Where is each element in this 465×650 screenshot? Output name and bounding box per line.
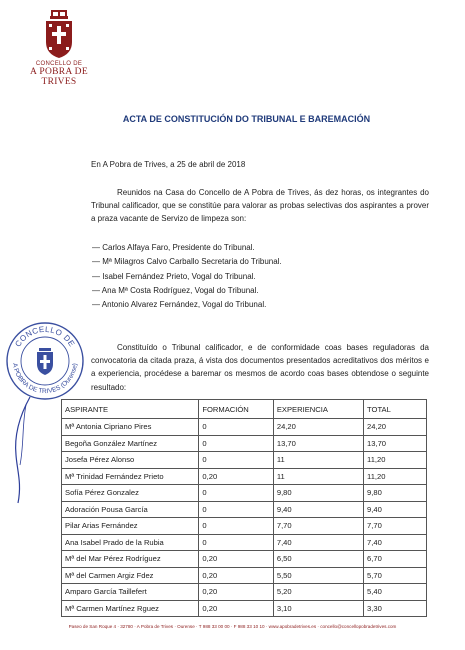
cell-applicant: Mª del Carmen Argiz Fdez [62, 567, 199, 584]
result-paragraph: Constituído o Tribunal calificador, e de conformidade coas bases reguladoras da convocatoria da citada praza, á vista dos documentos presentados acreditativos dos méritos e a experiencia, procédese a baremar os mesmos de acordo coas bases obtendose o seguinte resultado: [91, 343, 429, 392]
cell-training: 0 [199, 419, 273, 436]
cell-applicant: Adoración Pousa García [62, 501, 199, 518]
cell-experience: 6,50 [273, 551, 363, 568]
cell-training: 0,20 [199, 468, 273, 485]
intro-paragraph: Reunidos na Casa do Concello de A Pobra de Trives, ás dez horas, os integrantes do Tribunal calificador, que se constitúe para valorar as probas selectivas dos aspirantes a prover a praza vacante de Servizo de limpeza son: [91, 188, 429, 224]
table-row [62, 600, 427, 617]
table-row [62, 518, 427, 535]
column-header: ASPIRANTE [62, 400, 199, 419]
cell-applicant: Ana Isabel Prado de la Rubia [62, 534, 199, 551]
table-row [62, 501, 427, 518]
cell-experience: 13,70 [273, 435, 363, 452]
table-row [62, 534, 427, 551]
cell-experience: 11 [273, 452, 363, 469]
results-table [61, 399, 427, 617]
document-title: ACTA DE CONSTITUCIÓN DO TRIBUNAL E BAREMACIÓN [122, 114, 371, 124]
cell-applicant: Sofía Pérez Gonzalez [62, 485, 199, 502]
table-row [62, 567, 427, 584]
cell-experience: 5,20 [273, 584, 363, 601]
cell-experience: 11 [273, 468, 363, 485]
cell-total: 24,20 [364, 419, 427, 436]
table-row [62, 485, 427, 502]
cell-total: 13,70 [364, 435, 427, 452]
cell-experience: 24,20 [273, 419, 363, 436]
table-row [62, 452, 427, 469]
table-header-row [62, 400, 427, 419]
signature-mark [8, 395, 38, 505]
table-row [62, 584, 427, 601]
cell-total: 6,70 [364, 551, 427, 568]
cell-training: 0,20 [199, 567, 273, 584]
cell-training: 0 [199, 485, 273, 502]
cell-experience: 7,70 [273, 518, 363, 535]
cell-applicant: Pilar Arias Fernández [62, 518, 199, 535]
table-row [62, 435, 427, 452]
cell-total: 5,40 [364, 584, 427, 601]
cell-training: 0 [199, 534, 273, 551]
cell-experience: 7,40 [273, 534, 363, 551]
official-stamp [4, 320, 86, 402]
stamp-text-top: CONCELLO DE [13, 324, 77, 349]
table-row [62, 419, 427, 436]
cell-applicant: Mª Trinidad Fernández Prieto [62, 468, 199, 485]
tribunal-member-list [92, 241, 282, 312]
cell-total: 3,30 [364, 600, 427, 617]
tribunal-member: — Carlos Alfaya Faro, Presidente do Tribunal. [92, 243, 255, 252]
tribunal-member: — Ana Mª Costa Rodríguez, Vogal do Tribunal. [92, 285, 259, 295]
table-row [62, 551, 427, 568]
cell-training: 0 [199, 435, 273, 452]
tribunal-member: — Mª Milagros Calvo Carballo Secretaria do Tribunal. [92, 257, 282, 267]
cell-training: 0,20 [199, 600, 273, 617]
column-header: TOTAL [364, 400, 427, 419]
cell-applicant: Begoña González Martínez [62, 435, 199, 452]
cell-applicant: Josefa Pérez Alonso [62, 452, 199, 469]
cell-experience: 9,80 [273, 485, 363, 502]
cell-total: 9,40 [364, 501, 427, 518]
cell-total: 11,20 [364, 468, 427, 485]
cell-experience: 9,40 [273, 501, 363, 518]
cell-applicant: Mª Antonia Cipriano Pires [62, 419, 199, 436]
cell-total: 7,40 [364, 534, 427, 551]
town-name: A POBRA DE TRIVES [30, 67, 88, 87]
tribunal-member: — Isabel Fernández Prieto, Vogal do Tribunal. [92, 271, 256, 281]
cell-total: 5,70 [364, 567, 427, 584]
coat-of-arms-icon [42, 8, 76, 60]
table-row [62, 468, 427, 485]
concello-logo [17, 8, 101, 87]
date-line: En A Pobra de Trives, a 25 de abril de 2018 [91, 160, 246, 169]
cell-applicant: Mª Carmen Martínez Rguez [62, 600, 199, 617]
stamp-shield-icon [37, 348, 53, 375]
column-header: EXPERIENCIA [273, 400, 363, 419]
cell-total: 9,80 [364, 485, 427, 502]
cell-training: 0,20 [199, 584, 273, 601]
cell-total: 7,70 [364, 518, 427, 535]
cell-training: 0 [199, 501, 273, 518]
cell-training: 0,20 [199, 551, 273, 568]
stamp-text-bottom: A POBRA DE TRIVES (Ourense) [11, 362, 79, 396]
cell-experience: 3,10 [273, 600, 363, 617]
cell-applicant: Amparo García Taillefert [62, 584, 199, 601]
column-header: FORMACIÓN [199, 400, 273, 419]
cell-total: 11,20 [364, 452, 427, 469]
cell-experience: 5,50 [273, 567, 363, 584]
tribunal-member: — Antonio Alvarez Fernández, Vogal do Tribunal. [92, 300, 267, 310]
cell-training: 0 [199, 518, 273, 535]
concello-label: CONCELLO DE [35, 61, 83, 67]
cell-applicant: Mª del Mar Pérez Rodríguez [62, 551, 199, 568]
page-footer: Paseo de San Roque 4 · 32780 · A Pobra de Trives · Ourense · T 988 33 00 00 · F 988 33 10 10 · www.apobradetrives.es · concello@concellopobradetrives.com [68, 624, 397, 629]
cell-training: 0 [199, 452, 273, 469]
